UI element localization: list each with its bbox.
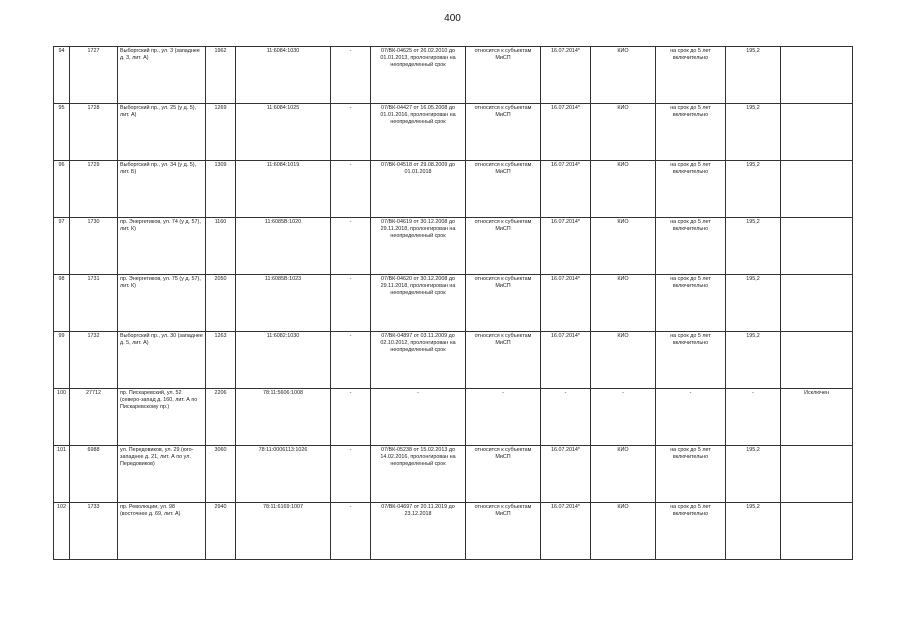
lease-document: - bbox=[371, 389, 466, 446]
tenant-category: относится к субъектам МиСП bbox=[466, 161, 541, 218]
cadastral-number: 11:6084:1019 bbox=[236, 161, 331, 218]
note-cell bbox=[781, 161, 853, 218]
lease-document: 07/ВК-04697 от 20.11.2019 до 23.12.2018 bbox=[371, 503, 466, 560]
lease-term: на срок до 5 лет включительно bbox=[656, 218, 726, 275]
dash-cell: - bbox=[331, 389, 371, 446]
table-row bbox=[54, 218, 853, 275]
object-address: Выборгский пр., ул. 25 (у д. 5), лит. А) bbox=[118, 104, 206, 161]
object-area: 1160 bbox=[206, 218, 236, 275]
row-number: 101 bbox=[54, 446, 70, 503]
object-area: 3060 bbox=[206, 446, 236, 503]
value-cell: 195,2 bbox=[726, 218, 781, 275]
object-area: 2206 bbox=[206, 389, 236, 446]
note-cell: Исключен bbox=[781, 389, 853, 446]
lease-document: 07/ВК-04427 от 16.05.2008 до 01.01.2016, пролонгирован на неопределенный срок bbox=[371, 104, 466, 161]
table-row bbox=[54, 503, 853, 560]
agency: КИО bbox=[591, 446, 656, 503]
dash-cell: - bbox=[331, 332, 371, 389]
object-code: 1730 bbox=[70, 218, 118, 275]
value-cell: 195,2 bbox=[726, 47, 781, 104]
table-row bbox=[54, 104, 853, 161]
agency: КИО bbox=[591, 161, 656, 218]
note-cell bbox=[781, 104, 853, 161]
object-area: 1962 bbox=[206, 47, 236, 104]
value-cell: 195,2 bbox=[726, 332, 781, 389]
value-cell: 195,2 bbox=[726, 275, 781, 332]
object-address: пр. Пискаревский, ул. 52 (северо-запад д. 160, лит. А по Пискаревскому пр.) bbox=[118, 389, 206, 446]
object-address: Выборгский пр., ул. 3 (западнее д. 3, лит. А) bbox=[118, 47, 206, 104]
row-number: 102 bbox=[54, 503, 70, 560]
tenant-category: относится к субъектам МиСП bbox=[466, 446, 541, 503]
lease-term: на срок до 5 лет включительно bbox=[656, 47, 726, 104]
row-number: 96 bbox=[54, 161, 70, 218]
inclusion-date: 16.07.2014* bbox=[541, 503, 591, 560]
agency: КИО bbox=[591, 275, 656, 332]
cadastral-number: 11:6082:1030 bbox=[236, 332, 331, 389]
cadastral-number: 78:11:6169:1007 bbox=[236, 503, 331, 560]
object-address: Выборгский пр., ул. 34 (у д. 5), лит. Б) bbox=[118, 161, 206, 218]
row-number: 95 bbox=[54, 104, 70, 161]
object-code: 1727 bbox=[70, 47, 118, 104]
object-code: 27712 bbox=[70, 389, 118, 446]
object-address: пр. Энергетиков, ул. 74 (у д. 57), лит. К) bbox=[118, 218, 206, 275]
cadastral-number: 78:11:5606:1008 bbox=[236, 389, 331, 446]
lease-document: 07/ВК-04625 от 26.02.2010 до 01.01.2013, пролонгирован на неопределенный срок bbox=[371, 47, 466, 104]
cadastral-number: 11:6085В:1023 bbox=[236, 275, 331, 332]
lease-document: 07/ВК-04518 от 29.08.2009 до 01.01.2018 bbox=[371, 161, 466, 218]
lease-term: на срок до 5 лет включительно bbox=[656, 332, 726, 389]
lease-term: на срок до 5 лет включительно bbox=[656, 104, 726, 161]
lease-term: на срок до 5 лет включительно bbox=[656, 275, 726, 332]
cadastral-number: 11:6084:1025 bbox=[236, 104, 331, 161]
object-address: Выборгский пр., ул. 30 (западнее д. 5, лит. А) bbox=[118, 332, 206, 389]
object-area: 1263 bbox=[206, 332, 236, 389]
register-table bbox=[53, 46, 853, 560]
tenant-category: относится к субъектам МиСП bbox=[466, 218, 541, 275]
agency: КИО bbox=[591, 503, 656, 560]
note-cell bbox=[781, 503, 853, 560]
object-code: 1728 bbox=[70, 104, 118, 161]
inclusion-date: - bbox=[541, 389, 591, 446]
lease-term: на срок до 5 лет включительно bbox=[656, 446, 726, 503]
table-row bbox=[54, 275, 853, 332]
dash-cell: - bbox=[331, 503, 371, 560]
table-row bbox=[54, 332, 853, 389]
agency: КИО bbox=[591, 332, 656, 389]
cadastral-number: 78:11:0006113:1026 bbox=[236, 446, 331, 503]
tenant-category: относится к субъектам МиСП bbox=[466, 332, 541, 389]
register-body bbox=[54, 47, 853, 560]
row-number: 94 bbox=[54, 47, 70, 104]
cadastral-number: 11:6085В:1020 bbox=[236, 218, 331, 275]
table-row bbox=[54, 389, 853, 446]
lease-term: на срок до 5 лет включительно bbox=[656, 503, 726, 560]
dash-cell: - bbox=[331, 446, 371, 503]
value-cell: 195,2 bbox=[726, 446, 781, 503]
note-cell bbox=[781, 275, 853, 332]
object-address: пр. Энергетиков, ул. 75 (у д. 57), лит. К) bbox=[118, 275, 206, 332]
note-cell bbox=[781, 218, 853, 275]
lease-document: 07/ВК-04619 от 30.12.2008 до 29.11.2018, пролонгирован на неопределенный срок bbox=[371, 218, 466, 275]
object-area: 1309 bbox=[206, 161, 236, 218]
inclusion-date: 16.07.2014* bbox=[541, 446, 591, 503]
lease-term: на срок до 5 лет включительно bbox=[656, 161, 726, 218]
value-cell: 195,2 bbox=[726, 104, 781, 161]
dash-cell: - bbox=[331, 47, 371, 104]
row-number: 98 bbox=[54, 275, 70, 332]
note-cell bbox=[781, 47, 853, 104]
lease-term: - bbox=[656, 389, 726, 446]
value-cell: 195,2 bbox=[726, 161, 781, 218]
inclusion-date: 16.07.2014* bbox=[541, 275, 591, 332]
object-code: 1733 bbox=[70, 503, 118, 560]
object-code: 1729 bbox=[70, 161, 118, 218]
tenant-category: относится к субъектам МиСП bbox=[466, 47, 541, 104]
dash-cell: - bbox=[331, 218, 371, 275]
agency: КИО bbox=[591, 47, 656, 104]
lease-document: 07/ВК-05238 от 15.02.2013 до 14.02.2016, пролонгирован на неопределенный срок bbox=[371, 446, 466, 503]
lease-document: 07/ВК-04620 от 30.12.2008 до 29.11.2018, пролонгирован на неопределенный срок bbox=[371, 275, 466, 332]
object-address: ул. Передовиков, ул. 29 (юго-западнее д. 21, лит. А по ул. Передовиков) bbox=[118, 446, 206, 503]
inclusion-date: 16.07.2014* bbox=[541, 104, 591, 161]
agency: КИО bbox=[591, 104, 656, 161]
object-area: 1269 bbox=[206, 104, 236, 161]
tenant-category: относится к субъектам МиСП bbox=[466, 503, 541, 560]
object-area: 2940 bbox=[206, 503, 236, 560]
object-area: 2050 bbox=[206, 275, 236, 332]
dash-cell: - bbox=[331, 161, 371, 218]
object-address: пр. Революции, ул. 98 (восточнее д. 69, лит. А) bbox=[118, 503, 206, 560]
table-row bbox=[54, 446, 853, 503]
dash-cell: - bbox=[331, 104, 371, 161]
row-number: 100 bbox=[54, 389, 70, 446]
object-code: 1731 bbox=[70, 275, 118, 332]
agency: КИО bbox=[591, 218, 656, 275]
cadastral-number: 11:6084:1030 bbox=[236, 47, 331, 104]
note-cell bbox=[781, 446, 853, 503]
value-cell: - bbox=[726, 389, 781, 446]
row-number: 97 bbox=[54, 218, 70, 275]
inclusion-date: 16.07.2014* bbox=[541, 218, 591, 275]
table-row bbox=[54, 161, 853, 218]
dash-cell: - bbox=[331, 275, 371, 332]
object-code: 6988 bbox=[70, 446, 118, 503]
value-cell: 195,2 bbox=[726, 503, 781, 560]
tenant-category: относится к субъектам МиСП bbox=[466, 104, 541, 161]
page-number: 400 bbox=[444, 13, 461, 24]
note-cell bbox=[781, 332, 853, 389]
object-code: 1732 bbox=[70, 332, 118, 389]
row-number: 99 bbox=[54, 332, 70, 389]
tenant-category: относится к субъектам МиСП bbox=[466, 275, 541, 332]
table-row bbox=[54, 47, 853, 104]
tenant-category: - bbox=[466, 389, 541, 446]
agency: - bbox=[591, 389, 656, 446]
lease-document: 07/ВК-04897 от 03.11.2009 до 02.10.2012, пролонгирован на неопределенный срок bbox=[371, 332, 466, 389]
inclusion-date: 16.07.2014* bbox=[541, 47, 591, 104]
inclusion-date: 16.07.2014* bbox=[541, 332, 591, 389]
inclusion-date: 16.07.2014* bbox=[541, 161, 591, 218]
